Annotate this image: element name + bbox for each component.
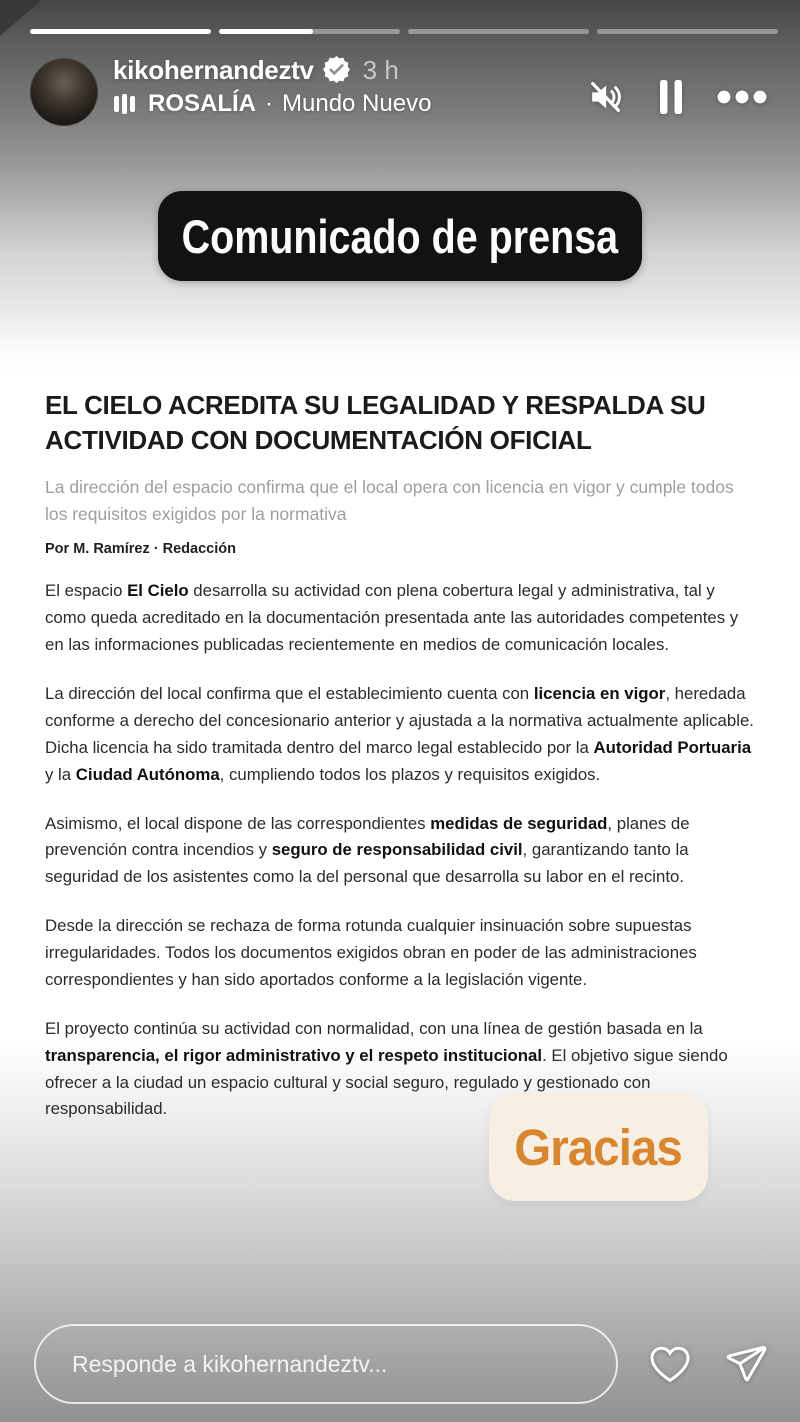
profile-avatar[interactable] — [30, 58, 98, 126]
press-release-label: Comunicado de prensa — [181, 209, 619, 263]
progress-segment[interactable] — [408, 29, 589, 34]
progress-segment[interactable] — [30, 29, 211, 34]
music-separator: · — [265, 90, 273, 117]
thanks-label: Gracias — [514, 1118, 683, 1176]
story-timestamp: 3 h — [362, 54, 399, 85]
story-footer — [34, 1324, 770, 1404]
press-article — [45, 388, 758, 1145]
header-text — [113, 56, 431, 116]
music-equalizer-icon — [113, 92, 139, 116]
more-options-button[interactable] — [716, 89, 768, 105]
story-progress-bar — [30, 29, 778, 34]
paper-plane-icon — [722, 1340, 770, 1388]
verified-badge-icon — [323, 56, 350, 83]
press-release-sticker[interactable] — [158, 191, 642, 281]
ellipsis-icon — [716, 89, 768, 105]
article-paragraph: El proyecto continúa su actividad con normalidad, con una línea de gestión basada en la transparencia, el rigor administrativo y el respeto institucional. El objetivo sigue siendo ofrecer a la ciudad un espacio cultural y social seguro, regulado y gestionado con responsabilidad. — [45, 1018, 728, 1119]
article-subheadline: La dirección del espacio confirma que el local opera con licencia en vigor y cumple todos los requisitos exigidos por la normativa — [45, 477, 734, 525]
article-body — [45, 578, 758, 1123]
speaker-muted-icon — [584, 76, 626, 118]
mute-button[interactable] — [584, 76, 626, 118]
thanks-sticker[interactable] — [489, 1093, 708, 1201]
article-paragraph: La dirección del local confirma que el establecimiento cuenta con licencia en vigor, heredada conforme a derecho del concesionario anterior y ajustada a la normativa actualmente aplicable. Dicha licencia ha sido tramitada dentro del marco legal establecido por la Autoridad Portuaria y la Ciudad Autónoma, cumpliendo todos los plazos y requisitos exigidos. — [45, 684, 754, 784]
story-header — [30, 56, 770, 136]
username[interactable]: kikohernandeztv — [113, 54, 314, 85]
music-artist: ROSALÍA — [148, 90, 256, 117]
article-byline: Por M. Ramírez · Redacción — [45, 541, 236, 558]
reply-field-container — [34, 1324, 618, 1404]
article-headline: EL CIELO ACREDITA SU LEGALIDAD Y RESPALDA SU ACTIVIDAD CON DOCUMENTACIÓN OFICIAL — [45, 390, 706, 455]
pause-button[interactable] — [656, 77, 686, 117]
heart-icon — [646, 1340, 694, 1388]
story-controls — [584, 76, 768, 118]
progress-segment[interactable] — [597, 29, 778, 34]
like-button[interactable] — [646, 1340, 694, 1388]
article-paragraph: Desde la dirección se rechaza de forma rotunda cualquier insinuación sobre supuestas irregularidades. Todos los documentos exigidos obran en poder de las administraciones correspondientes y han sido aportados conforme a la legislación vigente. — [45, 916, 697, 989]
music-track: Mundo Nuevo — [282, 90, 432, 117]
progress-segment[interactable] — [219, 29, 400, 34]
share-button[interactable] — [722, 1340, 770, 1388]
article-paragraph: El espacio El Cielo desarrolla su actividad con plena cobertura legal y administrativa, tal y como queda acreditado en la documentación presentada ante las autoridades competentes y en las informaciones publicadas recientemente en medios de comunicación locales. — [45, 581, 739, 655]
reply-input[interactable] — [36, 1351, 616, 1378]
article-paragraph: Asimismo, el local dispone de las correspondientes medidas de seguridad, planes de prevención contra incendios y seguro de responsabilidad civil, garantizando tanto la seguridad de los asistentes como la del personal que desarrolla su labor en el recinto. — [45, 813, 690, 887]
music-attribution[interactable] — [113, 92, 431, 116]
pause-icon — [656, 77, 686, 117]
